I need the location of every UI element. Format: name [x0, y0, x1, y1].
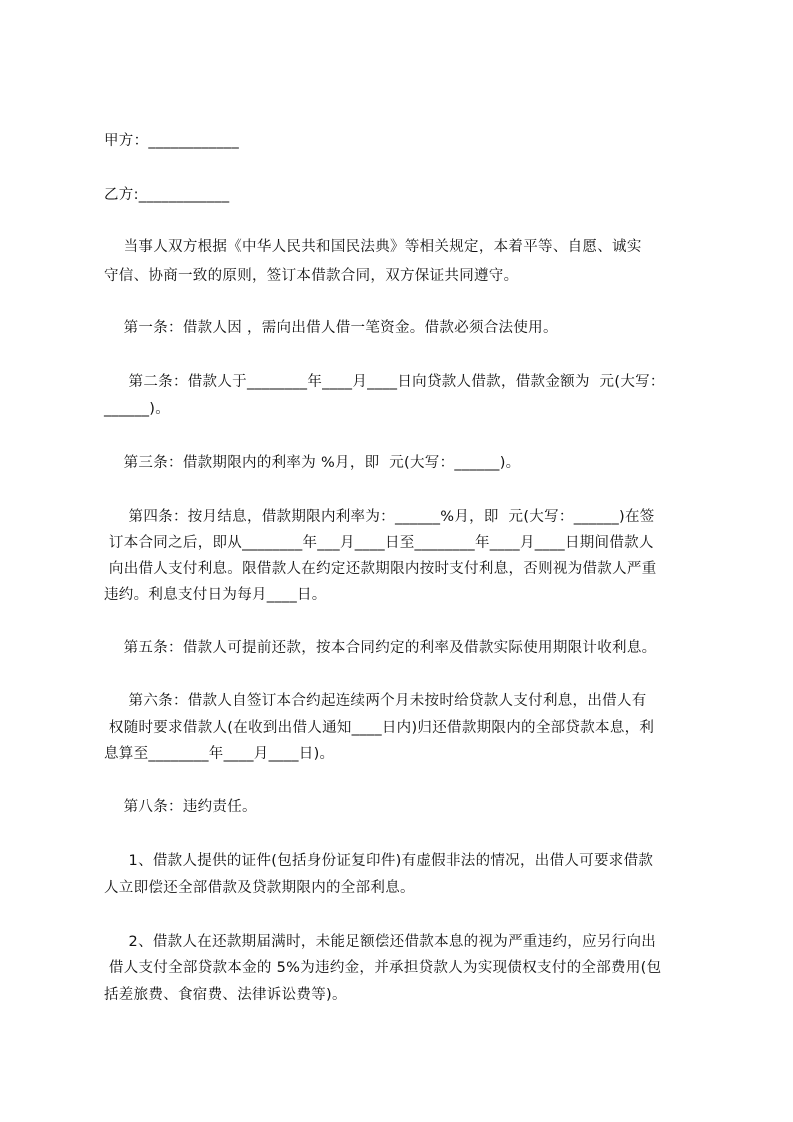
- item-2-line-2: 借人支付全部贷款本金的 5%为违约金，并承担贷款人为实现债权支付的全部费用(包: [104, 960, 662, 976]
- clause-4-line-2: 订本合同之后，即从________年___月____日至________年____月____日期间借款人: [104, 535, 654, 551]
- clause-5: 第五条：借款人可提前还款，按本合同约定的利率及借款实际使用期限计收利息。: [104, 640, 657, 656]
- clause-2-line-2: ______)。: [104, 401, 171, 417]
- item-1-line-1: 1、借款人提供的证件(包括身份证复印件)有虚假非法的情况，出借人可要求借款: [104, 853, 654, 869]
- preamble-line-1: 当事人双方根据《中华人民共和国民法典》等相关规定，本着平等、自愿、诚实: [104, 239, 642, 255]
- clause-1: 第一条：借款人因 ，需向出借人借一笔资金。借款必须合法使用。: [104, 320, 558, 336]
- party-a-line: 甲方：____________: [104, 133, 239, 149]
- clause-8: 第八条：违约责任。: [104, 799, 257, 815]
- preamble-line-2: 守信、协商一致的原则，签订本借款合同，双方保证共同遵守。: [104, 268, 519, 284]
- clause-4-line-3: 向出借人支付利息。限借款人在约定还款期限内按时支付利息，否则视为借款人严重: [104, 561, 657, 577]
- party-b-line: 乙方:____________: [104, 187, 230, 203]
- item-1-line-2: 人立即偿还全部借款及贷款期限内的全部利息。: [104, 880, 415, 896]
- clause-6-line-3: 息算至________年____月____日)。: [104, 746, 335, 762]
- clause-2-line-1: 第二条：借款人于________年____月____日向贷款人借款，借款金额为 元(大写：: [104, 374, 665, 390]
- clause-4-line-4: 违约。利息支付日为每月____日。: [104, 587, 327, 603]
- clause-6-line-1: 第六条：借款人自签订本合约起连续两个月未按时给贷款人支付利息，出借人有: [104, 693, 647, 709]
- clause-4-line-1: 第四条：按月结息，借款期限内利率为：______%月，即 元(大写：______)在签: [104, 509, 655, 525]
- item-2-line-3: 括差旅费、食宿费、法律诉讼费等)。: [104, 987, 347, 1003]
- clause-3: 第三条：借款期限内的利率为 %月，即 元(大写：______)。: [104, 455, 521, 471]
- item-2-line-1: 2、借款人在还款期届满时，未能足额偿还借款本息的视为严重违约，应另行向出: [104, 934, 657, 950]
- clause-6-line-2: 权随时要求借款人(在收到出借人通知____日内)归还借款期限内的全部贷款本息，利: [104, 720, 655, 736]
